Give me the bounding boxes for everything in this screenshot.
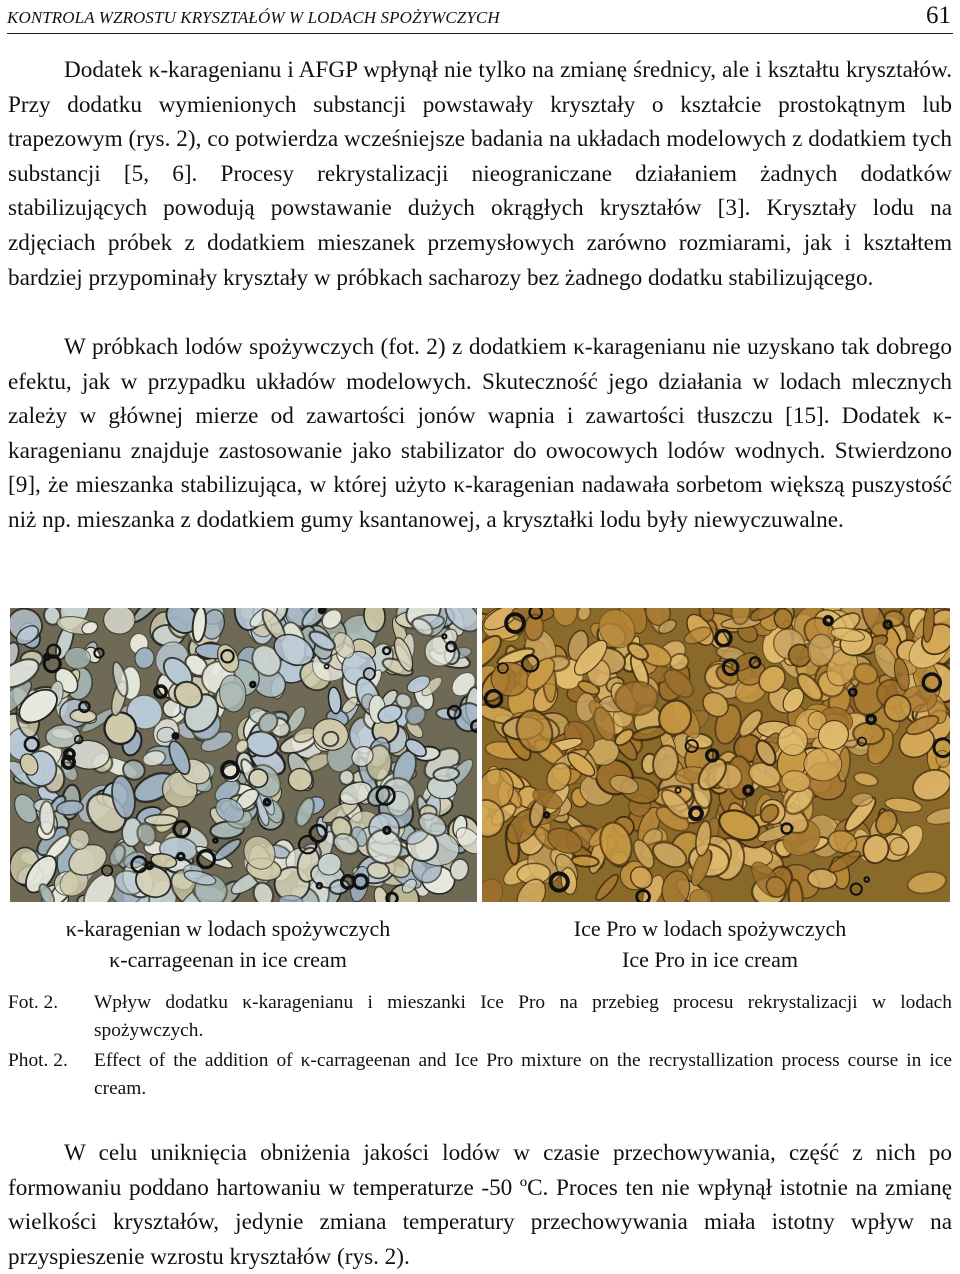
photo-caption-left-pl: κ-karagenian w lodach spożywczych <box>65 916 391 941</box>
paragraph-2: W próbkach lodów spożywczych (fot. 2) z dodatkiem κ-karagenianu nie uzyskano tak dobrego efektu, jak w przypadku układów modelowych. Skuteczność jego działania w lodach mlecznych zależy w głównej mierze od zawartości jonów wapnia i zawartości tłuszczu [15]. Dodatek κ-karagenianu znajduje zastosowanie jako stabilizator do owocowych lodów wodnych. Stwierdzono [9], że mieszanka stabilizująca, w której użyto κ-karagenian nadawała sorbetom większą puszystość niż np. mieszanka z dodatkiem gumy ksantanowej, a kryształki lodu były niewyczuwalne. <box>8 334 952 533</box>
micrograph-carrageenan <box>10 608 477 902</box>
figure-label-en: Phot. 2. <box>8 1050 68 1071</box>
page-number: 61 <box>926 2 951 29</box>
photo-caption-left <box>18 913 438 975</box>
running-header <box>7 0 953 34</box>
paragraph-3: W celu uniknięcia obniżenia jakości lodów w czasie przechowywania, część z nich po formowaniu poddano hartowaniu w temperaturze -50 ºC. Proces ten nie wpłynął istotnie na zmianę wielkości kryształów, jedynie zmiana temperatury przechowywania miała istotny wpływ na przyspieszenie wzrostu kryształów (rys. 2). <box>8 1140 952 1270</box>
running-title: KONTROLA WZROSTU KRYSZTAŁÓW W LODACH SPOŻYWCZYCH <box>7 8 500 27</box>
micrograph-ice-pro <box>482 608 950 902</box>
paragraph-1: Dodatek κ-karagenianu i AFGP wpłynął nie tylko na zmianę średnicy, ale i kształtu kryształów. Przy dodatku wymienionych substancji powstawały kryształy o kształcie prostokątnym lub trapezowym (rys. 2), co potwierdza wcześniejsze badania na układach modelowych z dodatkiem tych substancji [5, 6]. Procesy rekrystalizacji nieograniczane działaniem żadnych dodatków stabilizujących powodują powstawanie dużych okrągłych kryształów [3]. Kryształy lodu na zdjęciach próbek z dodatkiem mieszanek przemysłowych zarówno rozmiarami, jak i kształtem bardziej przypominały kryształy w próbkach sacharozy bez żadnego dodatku stabilizującego. <box>8 57 952 291</box>
figure-caption-pl <box>8 989 952 1049</box>
photo-caption-left-en: κ-carrageenan in ice cream <box>109 947 347 972</box>
figure-label-pl: Fot. 2. <box>8 992 59 1013</box>
figure-text-en: Effect of the addition of κ-carrageenan and Ice Pro mixture on the recrystallization process course in ice cream. <box>94 1050 952 1099</box>
photo-caption-right <box>510 913 910 975</box>
photo-caption-right-en: Ice Pro in ice cream <box>622 947 798 972</box>
figure-text-pl: Wpływ dodatku κ-karagenianu i mieszanki Ice Pro na przebieg procesu rekrystalizacji w lodach spożywczych. <box>94 992 952 1041</box>
figure-caption-en <box>8 1047 952 1107</box>
photo-caption-right-pl: Ice Pro w lodach spożywczych <box>573 916 847 941</box>
